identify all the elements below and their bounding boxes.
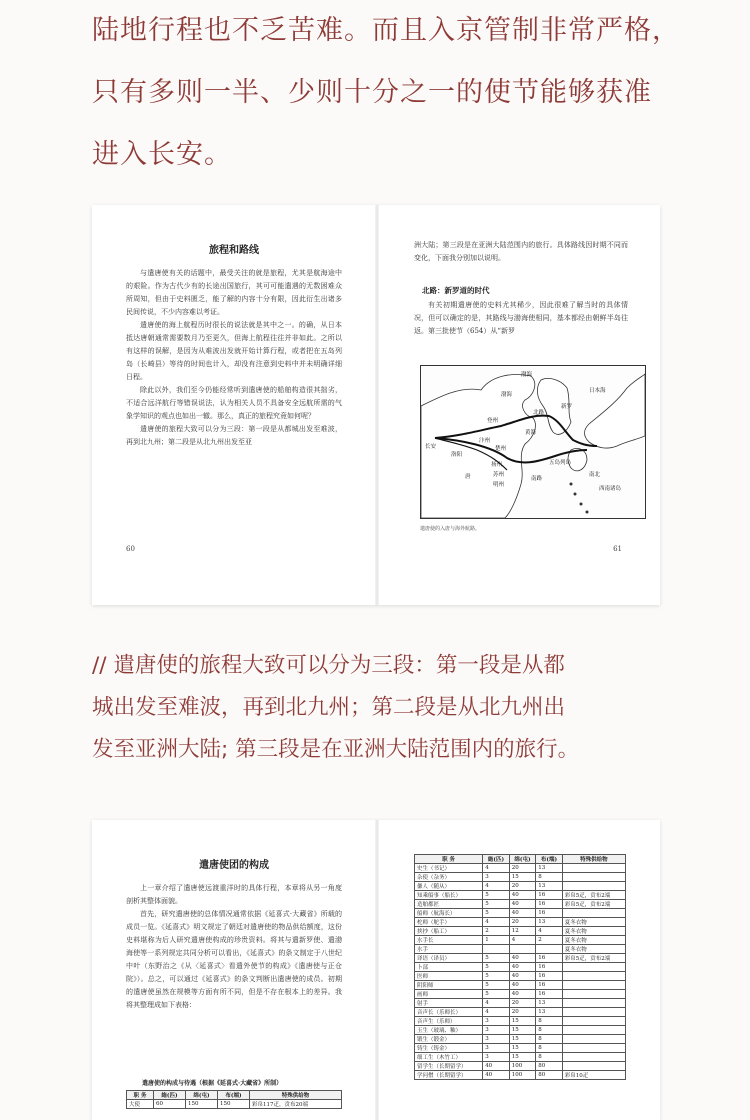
table-cell: 20 — [509, 864, 536, 873]
table-header-cell: 职 务 — [127, 1091, 154, 1100]
table-row — [415, 1026, 626, 1035]
table-cell: 40 — [483, 1071, 510, 1080]
table-cell: 150 — [186, 1100, 218, 1109]
book-page-60 — [92, 205, 376, 605]
map-label-silla: 新罗 — [561, 404, 573, 410]
table-cell: 40 — [509, 954, 536, 963]
composition-table-left — [126, 1090, 342, 1109]
table-row — [415, 954, 626, 963]
southwest-island — [580, 503, 583, 506]
table-header-cell: 絁(匹) — [483, 855, 510, 864]
book-page-right — [378, 820, 660, 1120]
table-cell: 15 — [509, 873, 536, 882]
map-label-south-islands: 西南诸岛 — [599, 486, 622, 492]
map-label-yangzhou: 扬州 — [491, 462, 503, 468]
table-cell — [562, 981, 625, 990]
map-label-chuzhou: 楚州 — [495, 446, 507, 452]
table-cell — [562, 1026, 625, 1035]
table-row — [415, 909, 626, 918]
table-cell: 8 — [536, 1053, 563, 1062]
table-cell: 4 — [509, 936, 536, 945]
table-row — [415, 999, 626, 1008]
table-cell: 3 — [483, 1053, 510, 1062]
table-row — [415, 1017, 626, 1026]
table-row — [415, 981, 626, 990]
table-row — [415, 891, 626, 900]
table-cell: 细工生（木竹工） — [415, 1053, 483, 1062]
quote-line: // 遣唐使的旅程大致可以分为三段：第一段是从都 — [92, 653, 565, 678]
table-cell — [562, 1017, 625, 1026]
table-cell: 译语（译员） — [415, 954, 483, 963]
table-cell: 16 — [536, 972, 563, 981]
map-label-luoyang: 洛阳 — [451, 452, 463, 458]
table-cell: 阴阳师 — [415, 981, 483, 990]
table-cell: 2 — [536, 936, 563, 945]
map-label-dengzhou: 登州 — [487, 418, 499, 424]
table-cell — [562, 909, 625, 918]
intro-paragraph — [92, 0, 692, 186]
intro-line: 陆地行程也不乏苦难。而且入京管制非常严格， — [92, 15, 680, 46]
table-cell: 彩帛5疋，贲布2端 — [562, 891, 625, 900]
table-row — [415, 1053, 626, 1062]
table-cell: 20 — [509, 1008, 536, 1017]
map-label-changan: 长安 — [425, 444, 437, 450]
table-row — [415, 927, 626, 936]
table-cell: 20 — [509, 918, 536, 927]
paragraph: 除此以外，我们至今仍能经常听到遣唐使的船舶构造很其拙劣，不适合远洋航行等错误说法，认为相关人员不具备安全远航所需的气象学知识的观点也如出一辙。那么，真正的旅程究竟如何呢？ — [126, 386, 342, 420]
table-row — [415, 1071, 626, 1080]
table-cell — [562, 1035, 625, 1044]
table-row — [415, 900, 626, 909]
table-cell: 射手 — [415, 999, 483, 1008]
table-cell: 15 — [509, 1053, 536, 1062]
map-label-bohai-sea: 渤海 — [501, 392, 513, 398]
table-cell: 3 — [483, 873, 510, 882]
chapter-title: 旅程和路线 — [209, 245, 259, 256]
paragraph: 洲大陆；第三段是在亚洲大陆范围内的旅行。具体路线因时期不同而变化，下面我分别加以说明。 — [414, 241, 628, 262]
table-row — [415, 972, 626, 981]
table-cell: 13 — [536, 882, 563, 891]
book-page-left — [92, 820, 376, 1120]
table-cell: 40 — [483, 1062, 510, 1071]
table-cell — [562, 864, 625, 873]
map-label-bohai: 渤海 — [521, 372, 533, 378]
table-cell: 16 — [536, 981, 563, 990]
table-header-cell: 绵(屯) — [186, 1091, 218, 1100]
table-cell — [562, 1062, 625, 1071]
table-cell: 夏冬衣物 — [562, 927, 625, 936]
chapter-title: 遣唐使团的构成 — [199, 860, 269, 871]
map-label-north-route: 北路 — [533, 410, 545, 416]
table-cell: 留学生（长期留学） — [415, 1062, 483, 1071]
map-label-tang: 唐 — [465, 474, 471, 480]
page-number: 61 — [613, 545, 622, 553]
table-cell: 80 — [536, 1071, 563, 1080]
table-cell: 150 — [217, 1100, 249, 1109]
table-header-cell: 特殊供给物 — [249, 1091, 341, 1100]
table-row — [415, 873, 626, 882]
table-row — [415, 945, 626, 954]
table-cell: 彩帛117疋，贲布20端 — [249, 1100, 341, 1109]
southwest-island — [574, 493, 577, 496]
table-cell: 13 — [536, 864, 563, 873]
table-header-row — [127, 1091, 342, 1100]
table-cell — [509, 945, 536, 954]
table-cell — [536, 945, 563, 954]
table-cell: 8 — [536, 1044, 563, 1053]
table-cell: 8 — [536, 1026, 563, 1035]
table-cell: 杂使（杂务） — [415, 873, 483, 882]
table-cell: 4 — [483, 918, 510, 927]
table-cell: 彩帛10疋 — [562, 1071, 625, 1080]
table-header-row — [415, 855, 626, 864]
table-cell: 40 — [509, 990, 536, 999]
map-label-mingzhou: 明州 — [493, 482, 505, 488]
map-label-south-route: 南路 — [531, 476, 543, 482]
table-cell: 16 — [536, 954, 563, 963]
table-cell: 80 — [536, 1062, 563, 1071]
table-row — [415, 990, 626, 999]
table-cell — [562, 963, 625, 972]
table-cell: 挟抄（船工） — [415, 927, 483, 936]
table-cell: 医师 — [415, 972, 483, 981]
table-cell: 船师（航海长） — [415, 909, 483, 918]
map-label-nanbei: 南北 — [589, 472, 601, 478]
page-body — [414, 299, 628, 338]
paragraph: 上一章介绍了遣唐使远渡重洋时的具体行程，本章将从另一角度剖析其整体面貌。 — [126, 884, 342, 905]
mainland-coast — [421, 375, 535, 518]
table-cell: 5 — [483, 954, 510, 963]
table-cell: 40 — [509, 981, 536, 990]
table-cell: 20 — [509, 999, 536, 1008]
table-cell: 彩帛5疋，贲布2端 — [562, 900, 625, 909]
table-cell: 15 — [509, 1044, 536, 1053]
table-cell: 13 — [536, 918, 563, 927]
table-row — [415, 963, 626, 972]
table-row — [415, 882, 626, 891]
route-map — [420, 365, 646, 519]
route-map-svg — [421, 366, 645, 518]
table-cell: 5 — [483, 963, 510, 972]
table-cell: 柁师（舵手） — [415, 918, 483, 927]
table-cell — [562, 1044, 625, 1053]
table-cell: 造舶都匠 — [415, 900, 483, 909]
table-cell: 16 — [536, 900, 563, 909]
page-top-text — [414, 239, 628, 265]
table-cell: 大使 — [127, 1100, 154, 1109]
table-cell: 15 — [509, 1035, 536, 1044]
table-cell: 40 — [509, 963, 536, 972]
table-cell: 音声生（乐师） — [415, 1017, 483, 1026]
pull-quote — [92, 645, 672, 771]
table-cell: 13 — [536, 999, 563, 1008]
table-row — [415, 1008, 626, 1017]
table-cell: 3 — [483, 1026, 510, 1035]
intro-line: 进入长安。 — [92, 139, 232, 170]
table-cell: 40 — [509, 891, 536, 900]
table-cell: 40 — [509, 909, 536, 918]
table-row — [415, 864, 626, 873]
paragraph: 遣唐使的旅程大致可以分为三段：第一段是从都城出发至难波，再到北九州；第二段是从北九州出发至亚 — [126, 425, 342, 446]
page-body — [126, 882, 342, 1012]
table-cell: 画师 — [415, 990, 483, 999]
page-body — [126, 267, 342, 449]
composition-table-right — [414, 854, 626, 1080]
table-row — [415, 1062, 626, 1071]
table-cell: 100 — [509, 1062, 536, 1071]
table-cell: 铸生（铸金） — [415, 1044, 483, 1053]
table-cell — [562, 990, 625, 999]
section-subtitle: 北路：新罗道的时代 — [422, 286, 490, 295]
table-cell: 水手长 — [415, 936, 483, 945]
table-cell: 史生（书记） — [415, 864, 483, 873]
table-header-cell: 布(端) — [217, 1091, 249, 1100]
table-cell — [483, 945, 510, 954]
table-cell: 傔人（随从） — [415, 882, 483, 891]
table-cell — [562, 1008, 625, 1017]
table-header-cell: 职 务 — [415, 855, 483, 864]
table-row — [127, 1100, 342, 1109]
table-cell: 5 — [483, 900, 510, 909]
table-caption: 遣唐使的构成与待遇（根据《延喜式·大藏省》所制） — [142, 1080, 283, 1087]
table-cell: 5 — [483, 990, 510, 999]
table-cell — [562, 882, 625, 891]
southwest-island — [570, 483, 573, 486]
table-cell: 4 — [536, 927, 563, 936]
table-cell: 16 — [536, 909, 563, 918]
table-cell: 40 — [509, 900, 536, 909]
paragraph: 首先，研究遣唐使的总体情况通常依据《延喜式·大藏省》所载的成员一览。《延喜式》明文规定了朝廷对遣唐使的物品供给额度，这份史料堪称为后人研究遣唐使构成的珍贵资料。将其与遣新罗使、遣渤海使等一系列规定共同分析可以看出，《延喜式》的条文制定于八世纪中叶（东野治之《从〈延喜式〉看遣外使节的构成》《遣唐使与正仓院》）。总之，可以通过《延喜式》的条文判断出遣唐使的成员。初期的遣唐使虽然在规模等方面有所不同，但是不存在根本上的差异。我将其整理成如下表格： — [126, 910, 342, 1009]
table-cell: 100 — [509, 1071, 536, 1080]
table-row — [415, 918, 626, 927]
table-cell: 5 — [483, 972, 510, 981]
table-cell: 60 — [154, 1100, 186, 1109]
table-header-cell: 絁(匹) — [154, 1091, 186, 1100]
paragraph: 与遣唐使有关的话题中，最受关注的就是旅程，尤其是航海途中的艰险。作为古代少有的长途出国旅行，其可可能遣遇的无数困难众所周知，但由于史料匮乏，能了解的内容十分有限，因此衍生出诸多民间传说，不少内容难以考证。 — [126, 269, 342, 316]
table-cell — [562, 972, 625, 981]
map-label-goto: 五岛列岛 — [549, 460, 572, 466]
map-caption: 遣唐使的入唐与海外航路。 — [420, 526, 481, 532]
japan-islands — [585, 374, 646, 448]
table-cell: 3 — [483, 1035, 510, 1044]
table-cell: 5 — [483, 909, 510, 918]
table-cell: 5 — [483, 891, 510, 900]
table-cell: 40 — [509, 972, 536, 981]
table-cell: 8 — [536, 1035, 563, 1044]
table-row — [415, 1035, 626, 1044]
table-cell: 2 — [483, 927, 510, 936]
table-cell: 8 — [536, 873, 563, 882]
table-cell — [562, 873, 625, 882]
table-cell: 夏冬衣物 — [562, 936, 625, 945]
quote-line: 发至亚洲大陆; 第三段是在亚洲大陆范围内的旅行。 — [92, 737, 580, 762]
table-cell: 夏冬衣物 — [562, 945, 625, 954]
table-cell: 玉生（玻璃、釉） — [415, 1026, 483, 1035]
table-cell: 15 — [509, 1017, 536, 1026]
table-header-cell: 布(端) — [536, 855, 563, 864]
table-cell: 12 — [509, 927, 536, 936]
table-cell: 16 — [536, 891, 563, 900]
table-cell: 卜部 — [415, 963, 483, 972]
table-header-cell: 绵(屯) — [509, 855, 536, 864]
table-cell: 3 — [483, 1017, 510, 1026]
table-cell: 1 — [483, 936, 510, 945]
table-cell: 音声长（乐师长） — [415, 1008, 483, 1017]
table-row — [415, 936, 626, 945]
table-cell: 3 — [483, 1044, 510, 1053]
table-cell: 4 — [483, 999, 510, 1008]
map-label-japan-sea: 日本海 — [589, 388, 606, 394]
table-cell — [562, 1053, 625, 1062]
table-cell: 锻生（锻金） — [415, 1035, 483, 1044]
book-spread-composition — [92, 820, 660, 1120]
table-cell: 4 — [483, 1008, 510, 1017]
table-cell — [562, 999, 625, 1008]
page-number: 60 — [126, 545, 135, 553]
table-row — [415, 1044, 626, 1053]
table-cell: 彩帛5疋，贲布2端 — [562, 954, 625, 963]
table-cell: 15 — [509, 1026, 536, 1035]
quote-line: 城出发至难波，再到北九州；第二段是从北九州出 — [92, 695, 566, 720]
map-label-bianzhou: 汴州 — [479, 438, 491, 444]
book-spread-route — [92, 205, 660, 605]
table-cell: 5 — [483, 981, 510, 990]
table-cell: 16 — [536, 990, 563, 999]
table-cell: 4 — [483, 864, 510, 873]
table-header-cell: 特殊供给物 — [562, 855, 625, 864]
table-cell: 学问僧（长期留学） — [415, 1071, 483, 1080]
intro-line: 只有多则一半、少则十分之一的使节能够获准 — [92, 77, 652, 108]
map-label-yellow-sea: 黄海 — [525, 430, 537, 436]
table-cell: 8 — [536, 1017, 563, 1026]
paragraph: 遣唐使的海上航程历时很长的说法就是其中之一。的确，从日本抵达唐朝通常需要数月乃至更久，但海上航程往往并非如此。之所以有这样的误解，是因为从难波出发就开始计算行程，或者把在五岛列岛（长崎县）等待的时间也计入，却没有注意到史料中并未明确详细日程。 — [126, 321, 342, 381]
table-cell: 20 — [509, 882, 536, 891]
map-label-suzhou: 苏州 — [493, 472, 505, 478]
table-cell: 水手 — [415, 945, 483, 954]
table-cell: 13 — [536, 1008, 563, 1017]
table-cell: 知乘船事（船长） — [415, 891, 483, 900]
table-cell: 4 — [483, 882, 510, 891]
table-cell: 夏冬衣物 — [562, 918, 625, 927]
southwest-island — [586, 511, 589, 514]
paragraph: 有关初期遣唐使的史料尤其稀少，因此很难了解当时的具体情况，但可以确定的是，其路线与渤海使相同，基本都经由朝鲜半岛往返。第三批使节（654）从“新罗 — [414, 301, 628, 335]
table-cell: 16 — [536, 963, 563, 972]
